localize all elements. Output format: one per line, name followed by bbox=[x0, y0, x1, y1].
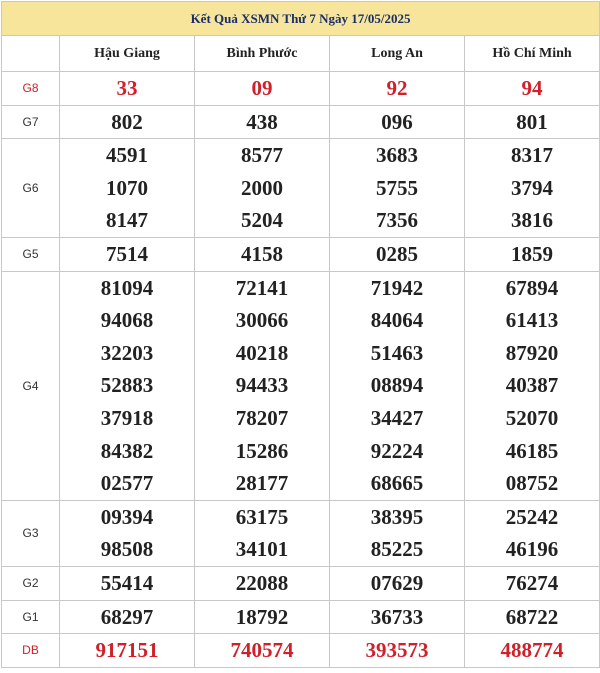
prize-number: 92224 bbox=[370, 438, 424, 463]
prize-cell bbox=[465, 105, 600, 139]
prize-row-g8 bbox=[2, 72, 600, 106]
province-header: Hồ Chí Minh bbox=[465, 36, 600, 72]
prize-cell bbox=[330, 139, 465, 238]
prize-label: G7 bbox=[2, 105, 60, 139]
table-title: Kết Quả XSMN Thứ 7 Ngày 17/05/2025 bbox=[2, 2, 600, 36]
prize-number: 15286 bbox=[235, 438, 289, 463]
prize-number: 740574 bbox=[230, 638, 294, 663]
prize-cell bbox=[330, 237, 465, 271]
prize-number: 37918 bbox=[100, 405, 154, 430]
prize-row-g3 bbox=[2, 500, 600, 566]
prize-number: 30066 bbox=[235, 308, 289, 333]
prize-number: 84064 bbox=[370, 308, 424, 333]
prize-number: 096 bbox=[381, 109, 413, 134]
prize-cell bbox=[195, 566, 330, 600]
prize-row-g2 bbox=[2, 566, 600, 600]
prize-number: 87920 bbox=[505, 340, 559, 365]
prize-number: 7514 bbox=[106, 241, 148, 266]
prize-label: G6 bbox=[2, 139, 60, 238]
prize-cell bbox=[60, 105, 195, 139]
prize-cell bbox=[60, 237, 195, 271]
prize-number: 5204 bbox=[241, 208, 283, 233]
prize-cell bbox=[330, 634, 465, 668]
prize-number: 5755 bbox=[376, 175, 418, 200]
prize-cell bbox=[195, 105, 330, 139]
prize-number: 22088 bbox=[235, 570, 289, 595]
prize-number: 1859 bbox=[511, 241, 554, 266]
prize-number: 85225 bbox=[370, 537, 424, 562]
prize-number: 92 bbox=[386, 76, 408, 100]
prize-number: 3683 bbox=[376, 143, 418, 168]
prize-number: 52883 bbox=[100, 373, 154, 398]
prize-number: 801 bbox=[516, 109, 548, 134]
prize-cell bbox=[60, 566, 195, 600]
prize-cell bbox=[195, 600, 330, 634]
prize-number: 46185 bbox=[505, 438, 559, 463]
prize-cell bbox=[330, 600, 465, 634]
prize-number: 61413 bbox=[505, 308, 559, 333]
prize-number: 4591 bbox=[106, 143, 148, 168]
prize-number: 8147 bbox=[106, 208, 148, 233]
prize-cell bbox=[60, 600, 195, 634]
prize-number: 72141 bbox=[235, 275, 289, 300]
prize-number: 55414 bbox=[100, 570, 154, 595]
prize-number: 40387 bbox=[505, 373, 559, 398]
prize-label: G3 bbox=[2, 500, 60, 566]
prize-cell bbox=[465, 271, 600, 500]
prize-cell bbox=[465, 634, 600, 668]
prize-number: 18792 bbox=[235, 604, 289, 629]
prize-cell bbox=[195, 139, 330, 238]
prize-row-g6 bbox=[2, 139, 600, 238]
prize-number: 81094 bbox=[100, 275, 154, 300]
lottery-results-table bbox=[1, 1, 600, 668]
header-corner bbox=[2, 36, 60, 72]
prize-number: 46196 bbox=[505, 537, 559, 562]
prize-row-g4 bbox=[2, 271, 600, 500]
prize-number: 84382 bbox=[100, 438, 154, 463]
prize-label: DB bbox=[2, 634, 60, 668]
prize-number: 02577 bbox=[100, 471, 154, 496]
prize-number: 94433 bbox=[235, 373, 289, 398]
prize-number: 94068 bbox=[100, 308, 154, 333]
prize-number: 0285 bbox=[376, 241, 418, 266]
prize-number: 34427 bbox=[370, 405, 424, 430]
prize-cell bbox=[60, 634, 195, 668]
prize-number: 8317 bbox=[511, 143, 554, 168]
prize-number: 38395 bbox=[370, 504, 424, 529]
prize-number: 28177 bbox=[235, 471, 289, 496]
prize-number: 2000 bbox=[241, 175, 283, 200]
prize-cell bbox=[60, 139, 195, 238]
prize-number: 4158 bbox=[241, 241, 283, 266]
prize-number: 68297 bbox=[100, 604, 154, 629]
prize-number: 68665 bbox=[370, 471, 424, 496]
prize-cell bbox=[465, 500, 600, 566]
prize-label: G4 bbox=[2, 271, 60, 500]
prize-cell bbox=[465, 72, 600, 106]
province-header: Long An bbox=[330, 36, 465, 72]
prize-number: 438 bbox=[246, 109, 278, 134]
prize-number: 393573 bbox=[365, 638, 429, 663]
prize-cell bbox=[195, 271, 330, 500]
prize-cell bbox=[330, 566, 465, 600]
prize-cell bbox=[195, 634, 330, 668]
prize-cell bbox=[60, 271, 195, 500]
prize-cell bbox=[465, 237, 600, 271]
prize-number: 98508 bbox=[100, 537, 154, 562]
prize-cell bbox=[465, 600, 600, 634]
prize-number: 67894 bbox=[505, 275, 559, 300]
prize-cell bbox=[60, 72, 195, 106]
prize-number: 7356 bbox=[376, 208, 418, 233]
prize-number: 71942 bbox=[370, 275, 424, 300]
prize-cell bbox=[330, 105, 465, 139]
prize-number: 08894 bbox=[370, 373, 424, 398]
prize-number: 3816 bbox=[511, 208, 554, 233]
prize-cell bbox=[60, 500, 195, 566]
prize-number: 1070 bbox=[106, 175, 148, 200]
prize-number: 52070 bbox=[505, 405, 559, 430]
prize-number: 40218 bbox=[235, 340, 289, 365]
prize-number: 94 bbox=[521, 76, 543, 100]
prize-cell bbox=[330, 72, 465, 106]
prize-cell bbox=[195, 237, 330, 271]
prize-number: 08752 bbox=[505, 471, 559, 496]
prize-number: 3794 bbox=[511, 175, 554, 200]
prize-number: 32203 bbox=[100, 340, 154, 365]
prize-label: G8 bbox=[2, 72, 60, 106]
prize-number: 09 bbox=[251, 76, 273, 100]
prize-number: 78207 bbox=[235, 405, 289, 430]
prize-row-g5 bbox=[2, 237, 600, 271]
results-panel bbox=[1, 1, 599, 671]
prize-number: 76274 bbox=[505, 570, 559, 595]
prize-number: 36733 bbox=[370, 604, 424, 629]
prize-cell bbox=[195, 500, 330, 566]
prize-number: 25242 bbox=[505, 504, 559, 529]
prize-label: G5 bbox=[2, 237, 60, 271]
prize-number: 917151 bbox=[95, 638, 159, 663]
prize-cell bbox=[330, 271, 465, 500]
prize-label: G2 bbox=[2, 566, 60, 600]
prize-cell bbox=[465, 566, 600, 600]
prize-row-db bbox=[2, 634, 600, 668]
prize-number: 51463 bbox=[370, 340, 424, 365]
prize-number: 63175 bbox=[235, 504, 289, 529]
prize-cell bbox=[330, 500, 465, 566]
prize-number: 8577 bbox=[241, 143, 283, 168]
prize-number: 68722 bbox=[505, 604, 559, 629]
prize-number: 34101 bbox=[235, 537, 289, 562]
prize-row-g7 bbox=[2, 105, 600, 139]
province-header: Bình Phước bbox=[195, 36, 330, 72]
prize-cell bbox=[195, 72, 330, 106]
prize-row-g1 bbox=[2, 600, 600, 634]
prize-number: 09394 bbox=[100, 504, 154, 529]
prize-cell bbox=[465, 139, 600, 238]
province-header: Hậu Giang bbox=[60, 36, 195, 72]
prize-number: 488774 bbox=[500, 638, 564, 663]
prize-label: G1 bbox=[2, 600, 60, 634]
prize-number: 33 bbox=[116, 76, 138, 100]
prize-number: 07629 bbox=[370, 570, 424, 595]
prize-number: 802 bbox=[111, 109, 143, 134]
